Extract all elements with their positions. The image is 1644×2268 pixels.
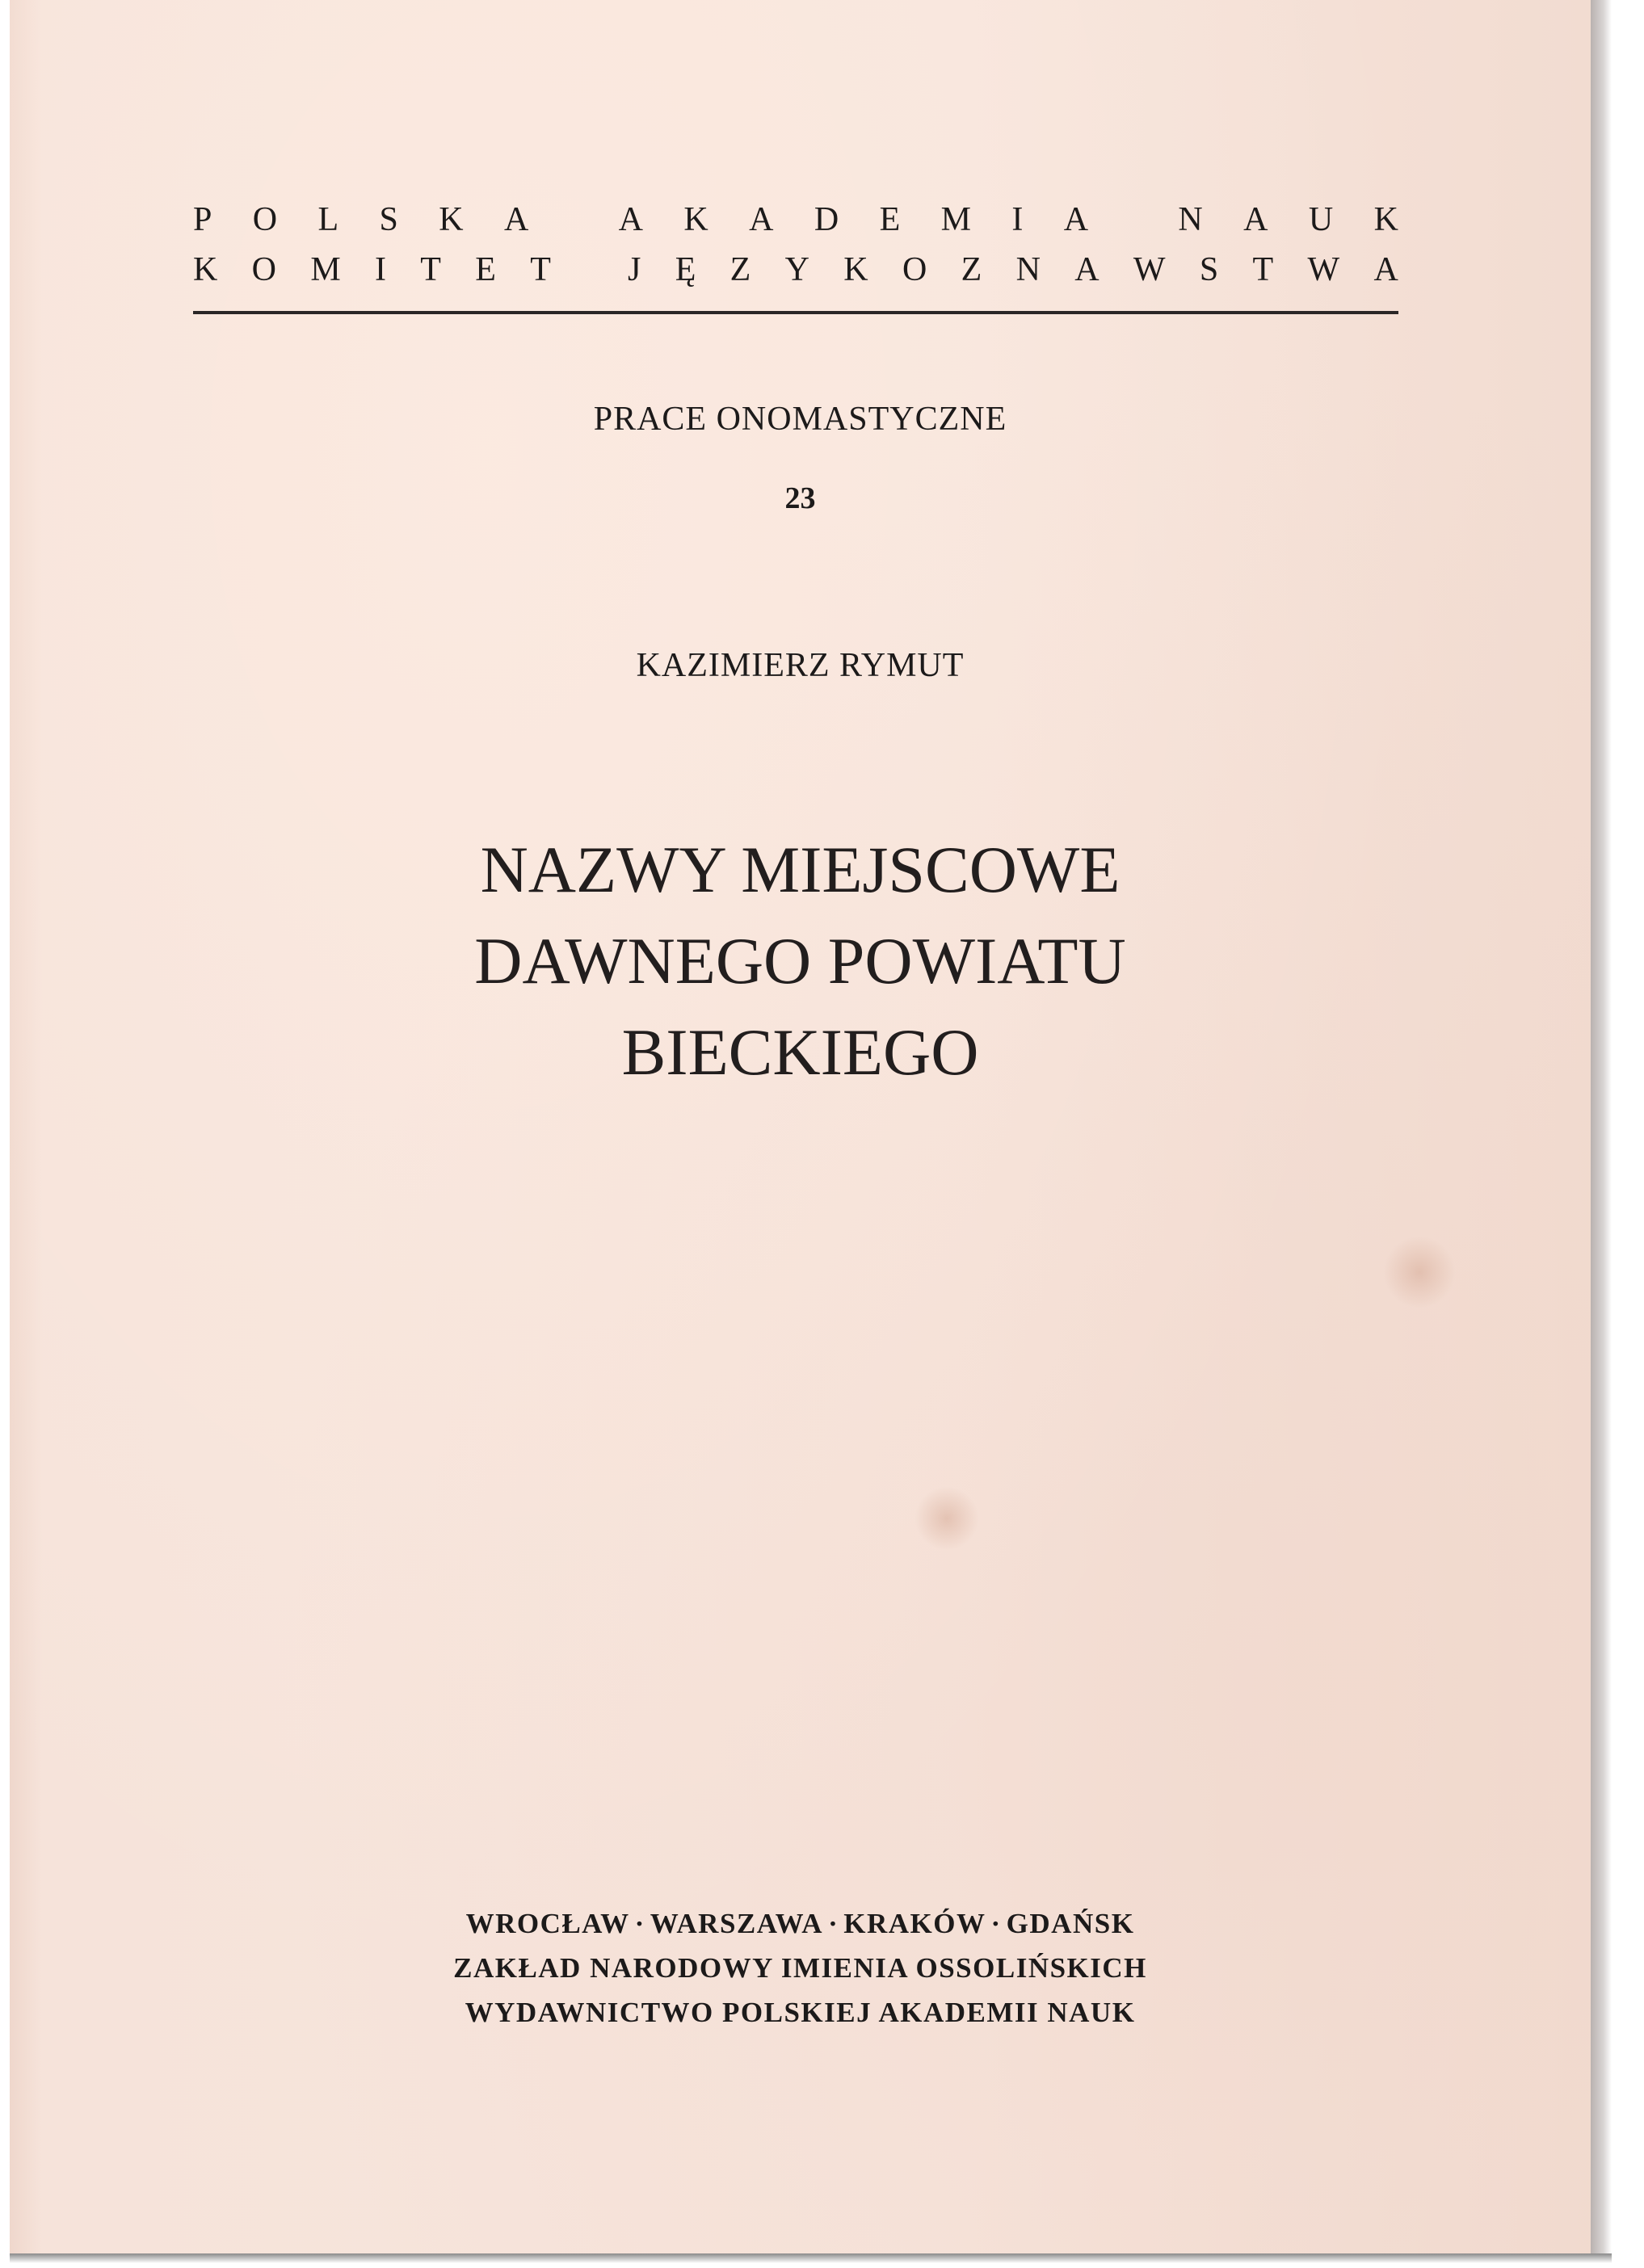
header-letter: T <box>420 251 441 288</box>
city-wroclaw: WROCŁAW <box>465 1908 630 1939</box>
header-letter: O <box>251 251 276 288</box>
header-letter: N <box>1178 201 1203 238</box>
separator-dot: · <box>828 1908 839 1939</box>
committee-name <box>193 250 1398 289</box>
header-letter: E <box>879 201 901 238</box>
city-warszawa: WARSZAWA <box>650 1908 824 1939</box>
header-letter: Y <box>784 251 809 288</box>
author-name: KAZIMIERZ RYMUT <box>636 647 965 684</box>
header-letter: Z <box>961 251 982 288</box>
header-letter: E <box>475 251 496 288</box>
paper-stain <box>915 1486 979 1551</box>
publisher-imprint: WYDAWNICTWO POLSKIEJ AKADEMII NAUK <box>465 1997 1136 2028</box>
series-title: PRACE ONOMASTYCZNE <box>593 401 1007 438</box>
header-letter: P <box>193 201 212 238</box>
academy-name <box>193 200 1398 239</box>
book-cover <box>10 0 1591 2256</box>
header-letter: M <box>310 251 341 288</box>
header-letter: D <box>814 201 839 238</box>
header-letter: L <box>317 201 339 238</box>
header-letter: M <box>940 201 971 238</box>
header-letter: N <box>1015 251 1041 288</box>
separator-dot: · <box>990 1908 1002 1939</box>
page-edge-shadow <box>1591 0 1612 2256</box>
paper-stain <box>1383 1236 1456 1308</box>
header-letter: Z <box>729 251 751 288</box>
header-letter: U <box>1308 201 1334 238</box>
header-letter: A <box>504 201 529 238</box>
header-letter: I <box>1011 201 1024 238</box>
city-gdansk: GDAŃSK <box>1006 1908 1135 1939</box>
header-letter: O <box>902 251 927 288</box>
header-letter: W <box>1133 251 1166 288</box>
header-letter: T <box>1252 251 1274 288</box>
header-letter <box>570 200 578 239</box>
separator-dot: · <box>634 1908 645 1939</box>
publisher-name: ZAKŁAD NARODOWY IMIENIA OSSOLIŃSKICH <box>453 1952 1147 1984</box>
page-bottom-shadow <box>10 2253 1612 2263</box>
header-letter: S <box>379 201 398 238</box>
header-letter: A <box>749 201 774 238</box>
header-letter: K <box>193 251 218 288</box>
header-letter: J <box>628 251 641 288</box>
header-letter: O <box>252 201 278 238</box>
header-letter: A <box>1074 251 1100 288</box>
header-letter: I <box>374 251 386 288</box>
header-letter: K <box>683 201 708 238</box>
volume-number: 23 <box>784 481 816 515</box>
header-letter: A <box>618 201 643 238</box>
city-krakow: KRAKÓW <box>843 1908 986 1939</box>
header-letter: A <box>1373 251 1398 288</box>
header-letter: W <box>1307 251 1340 288</box>
header-letter <box>585 250 594 289</box>
header-letter: K <box>843 251 868 288</box>
header-letter: A <box>1063 201 1089 238</box>
header-letter: A <box>1243 201 1268 238</box>
book-title-line-2: DAWNEGO POWIATU <box>474 924 1126 998</box>
header-letter: K <box>439 201 464 238</box>
header-letter <box>1129 200 1138 239</box>
header-letter: K <box>1373 201 1398 238</box>
header-letter: Ę <box>675 251 696 288</box>
book-title-line-3: BIECKIEGO <box>621 1015 979 1089</box>
book-title-line-1: NAZWY MIEJSCOWE <box>480 833 1121 906</box>
publisher-cities <box>10 1908 1591 1940</box>
header-letter: T <box>530 251 551 288</box>
header-letter: S <box>1199 251 1219 288</box>
header-rule <box>193 311 1398 314</box>
